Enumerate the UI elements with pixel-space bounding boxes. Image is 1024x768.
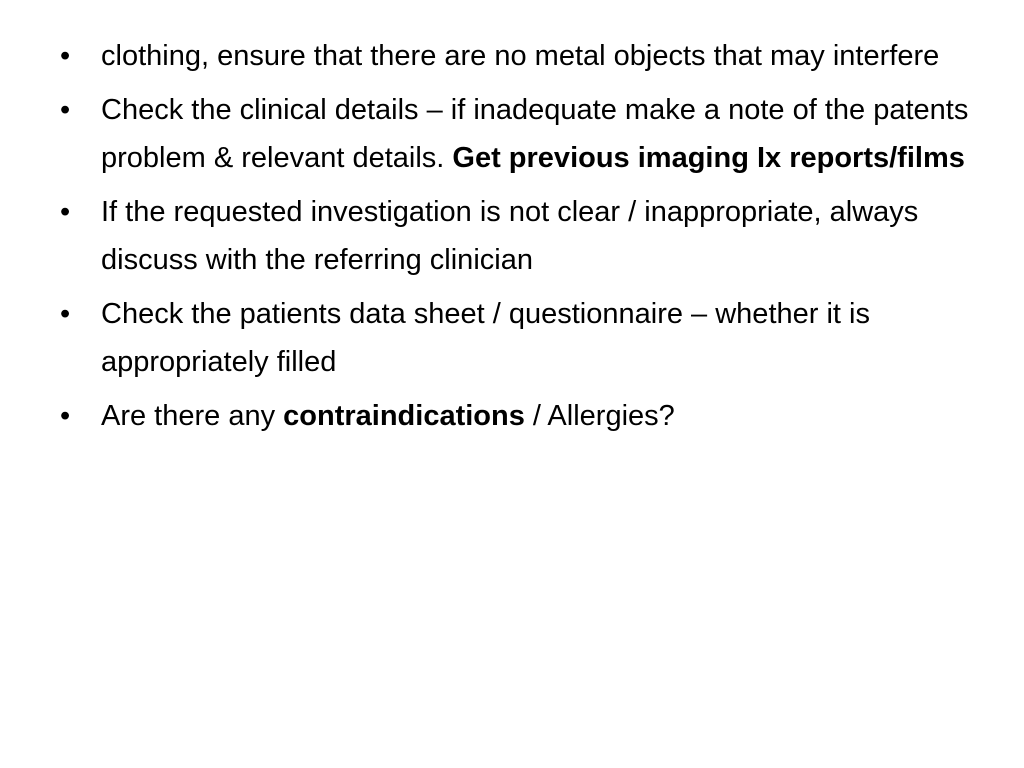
bullet-dot-icon: • (60, 196, 71, 228)
bullet-text-emphasis: Get previous imaging Ix reports/films (452, 142, 965, 174)
bullet-item-requested-investigation (60, 188, 970, 284)
bullet-dot-icon: • (60, 40, 71, 72)
bullet-item-data-sheet (60, 290, 970, 386)
bullet-text-emphasis: contraindications (283, 400, 525, 432)
bullet-dot-icon: • (60, 400, 71, 432)
bullet-item-contraindications (60, 392, 970, 440)
bullet-item-clothing (60, 32, 970, 80)
bullet-list (60, 32, 970, 446)
bullet-text: Check the patients data sheet / questionnaire – whether it is appropriately filled (101, 298, 870, 378)
bullet-text: / Allergies? (524, 400, 675, 432)
bullet-text: clothing, ensure that there are no metal objects that may interfere (101, 40, 940, 72)
bullet-item-clinical-details (60, 86, 970, 182)
bullet-dot-icon: • (60, 94, 71, 126)
bullet-text: Are there any (101, 400, 284, 432)
bullet-text: Check the clinical details – if inadequate make a note of the patents problem & relevant details. (101, 94, 969, 174)
bullet-text: If the requested investigation is not clear / inappropriate, always discuss with the referring clinician (101, 196, 919, 276)
bullet-dot-icon: • (60, 298, 71, 330)
